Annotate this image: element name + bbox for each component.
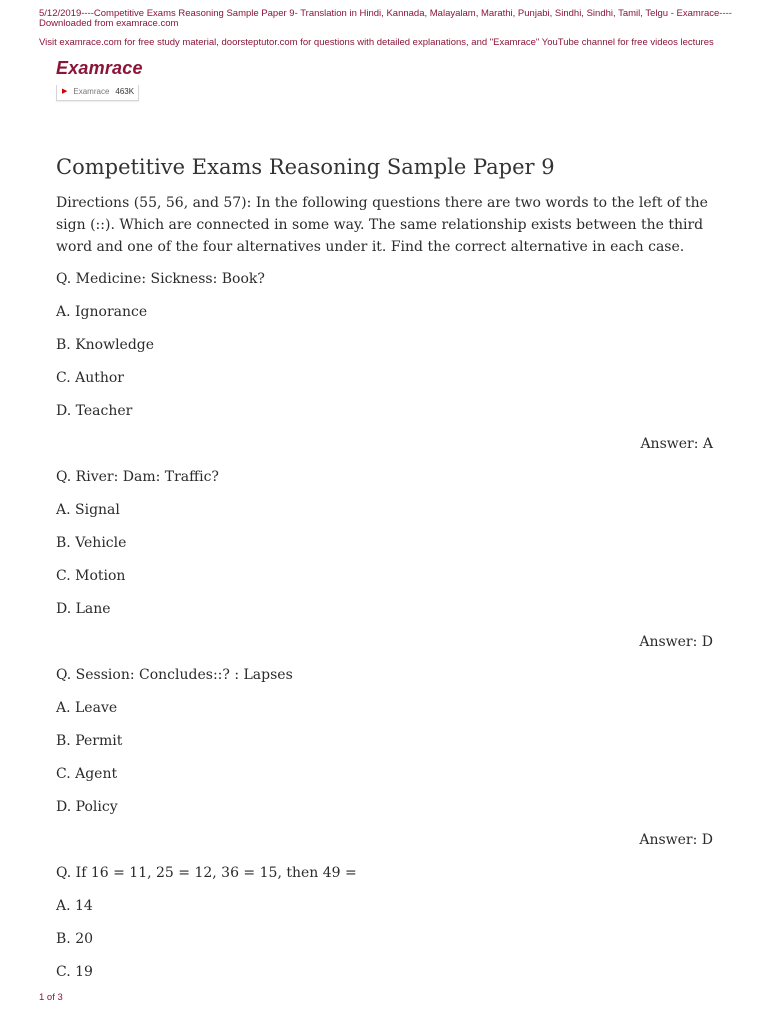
question-block bbox=[56, 268, 713, 455]
answer-text: Answer: D bbox=[639, 832, 713, 848]
option-c: C. Author bbox=[56, 370, 125, 386]
subscriber-count: 463K bbox=[115, 86, 135, 96]
option-a: A. Leave bbox=[56, 700, 118, 716]
examrace-logo[interactable]: Examrace bbox=[56, 58, 143, 78]
option-b: B. Vehicle bbox=[56, 535, 127, 551]
answer-text: Answer: A bbox=[640, 436, 713, 452]
option-b: B. 20 bbox=[56, 931, 94, 947]
option-d: D. Policy bbox=[56, 799, 118, 815]
option-c: C. Motion bbox=[56, 568, 126, 584]
math-expression: 16 = 11, 25 = 12, 36 = 15 bbox=[90, 865, 278, 881]
page-number: 1 of 3 bbox=[39, 992, 63, 1003]
article-content bbox=[56, 152, 713, 994]
document-header-line: 5/12/2019----Competitive Exams Reasoning Sample Paper 9- Translation in Hindi, Kannada, Malayalam, Marathi, Punjabi, Sindhi, Sindhi, Tamil, Telgu - Examrace----Downloaded from examrace.com bbox=[39, 8, 732, 29]
option-c: C. 19 bbox=[56, 964, 93, 980]
examrace-logo-block bbox=[56, 58, 143, 101]
option-a: A. Signal bbox=[56, 502, 120, 518]
page-title: Competitive Exams Reasoning Sample Paper 9 bbox=[56, 155, 555, 179]
question-text bbox=[56, 862, 713, 884]
option-b: B. Permit bbox=[56, 733, 123, 749]
youtube-play-icon: ▶ bbox=[62, 88, 68, 95]
question-text: Q. River: Dam: Traffic? bbox=[56, 469, 219, 485]
question-block bbox=[56, 466, 713, 653]
answer-text: Answer: D bbox=[639, 634, 713, 650]
question-suffix: , then 49 = bbox=[277, 865, 357, 881]
youtube-channel-name: Examrace bbox=[73, 86, 110, 96]
option-a: A. 14 bbox=[56, 898, 93, 914]
youtube-subscribe-badge[interactable] bbox=[56, 85, 139, 101]
question-block bbox=[56, 664, 713, 851]
question-text: Q. Session: Concludes::? : Lapses bbox=[56, 667, 293, 683]
option-d: D. Lane bbox=[56, 601, 111, 617]
question-block bbox=[56, 862, 713, 983]
document-promo-line: Visit examrace.com for free study material, doorsteptutor.com for questions with detailed explanations, and "Examrace" YouTube channel for free videos lectures bbox=[39, 37, 714, 48]
option-a: A. Ignorance bbox=[56, 304, 148, 320]
directions-paragraph: Directions (55, 56, and 57): In the following questions there are two words to the left of the sign (::). Which are connected in some way. The same relationship exists between the third word and one of the four alternatives under it. Find the correct alternative in each case. bbox=[56, 195, 708, 255]
question-prefix: Q. If bbox=[56, 865, 91, 881]
question-text: Q. Medicine: Sickness: Book? bbox=[56, 271, 265, 287]
option-b: B. Knowledge bbox=[56, 337, 155, 353]
option-c: C. Agent bbox=[56, 766, 118, 782]
option-d: D. Teacher bbox=[56, 403, 133, 419]
